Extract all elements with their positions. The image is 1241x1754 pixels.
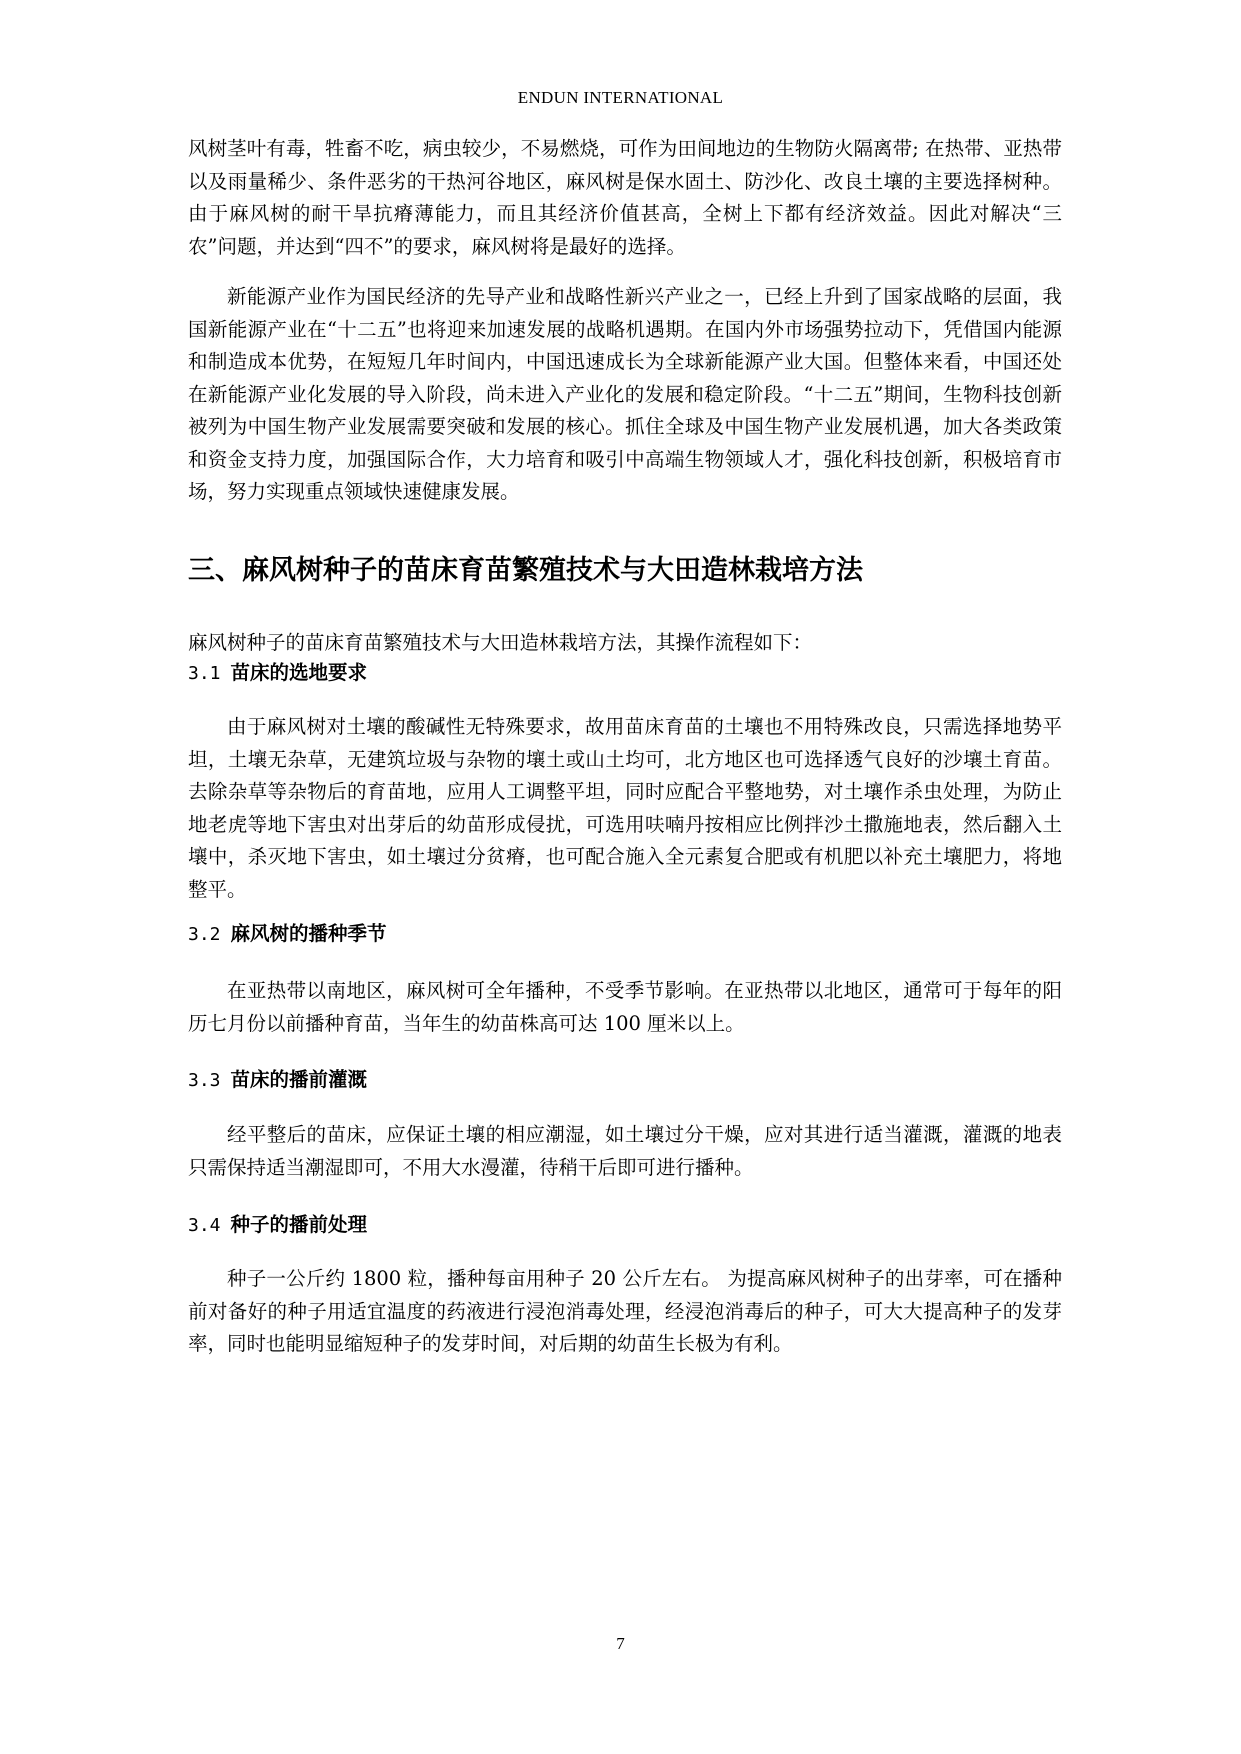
body-paragraph: 由于麻风树对土壤的酸碱性无特殊要求，故用苗床育苗的土壤也不用特殊改良，只需选择地势平坦，土壤无杂草，无建筑垃圾与杂物的壤土或山土均可，北方地区也可选择透气良好的沙壤土育苗。去除杂草等杂物后的育苗地，应用人工调整平坦，同时应配合平整地势，对土壤作杀虫处理，为防止地老虎等地下害虫对出芽后的幼苗形成侵扰，可选用呋喃丹按相应比例拌沙土撒施地表，然后翻入土壤中，杀灭地下害虫，如土壤过分贫瘠，也可配合施入全元素复合肥或有机肥以补充土壤肥力，将地整平。 bbox=[188, 715, 1062, 901]
body-paragraph: 在亚热带以南地区，麻风树可全年播种，不受季节影响。在亚热带以北地区，通常可于每年的阳历七月份以前播种育苗，当年生的幼苗株高可达 100 厘米以上。 bbox=[188, 979, 1062, 1035]
subsection-heading-3-2 bbox=[188, 920, 387, 949]
paragraph-new-energy bbox=[188, 281, 1062, 509]
paragraph-continued bbox=[188, 133, 1062, 263]
subsection-title: 苗床的选地要求 bbox=[230, 661, 368, 684]
intro-paragraph: 麻风树种子的苗床育苗繁殖技术与大田造林栽培方法，其操作流程如下： bbox=[188, 631, 813, 654]
subsection-body-3-2 bbox=[188, 975, 1062, 1040]
body-paragraph: 风树茎叶有毒，牲畜不吃，病虫较少，不易燃烧，可作为田间地边的生物防火隔离带; 在热带、亚热带以及雨量稀少、条件恶劣的干热河谷地区，麻风树是保水固土、防沙化、改良土壤的主要选择树种。由于麻风树的耐干旱抗瘠薄能力，而且其经济价值甚高，全树上下都有经济效益。因此对解决“三农”问题，并达到“四不”的要求，麻风树将是最好的选择。 bbox=[188, 137, 1062, 258]
subsection-number: 3.4 bbox=[188, 1215, 221, 1236]
body-paragraph: 新能源产业作为国民经济的先导产业和战略性新兴产业之一，已经上升到了国家战略的层面，我国新能源产业在“十二五”也将迎来加速发展的战略机遇期。在国内外市场强势拉动下，凭借国内能源和制造成本优势，在短短几年时间内，中国迅速成长为全球新能源产业大国。但整体来看，中国还处在新能源产业化发展的导入阶段，尚未进入产业化的发展和稳定阶段。“十二五”期间，生物科技创新被列为中国生物产业发展需要突破和发展的核心。抓住全球及中国生物产业发展机遇，加大各类政策和资金支持力度，加强国际合作，大力培育和吸引中高端生物领域人才，强化科技创新，积极培育市场，努力实现重点领域快速健康发展。 bbox=[188, 285, 1062, 503]
subsection-title: 麻风树的播种季节 bbox=[230, 922, 387, 945]
subsection-number: 3.1 bbox=[188, 663, 221, 684]
section-intro bbox=[188, 627, 1062, 660]
section-heading: 三、麻风树种子的苗床育苗繁殖技术与大田造林栽培方法 bbox=[188, 555, 863, 586]
page-number: 7 bbox=[616, 1634, 625, 1653]
subsection-number: 3.2 bbox=[188, 924, 221, 945]
body-paragraph: 经平整后的苗床，应保证土壤的相应潮湿，如土壤过分干燥，应对其进行适当灌溉，灌溉的地表只需保持适当潮湿即可，不用大水漫灌，待稍干后即可进行播种。 bbox=[188, 1123, 1062, 1179]
subsection-heading-3-3 bbox=[188, 1066, 367, 1095]
subsection-title: 苗床的播前灌溉 bbox=[230, 1068, 368, 1091]
running-header: ENDUN INTERNATIONAL bbox=[517, 88, 724, 107]
subsection-body-3-1 bbox=[188, 711, 1062, 906]
subsection-body-3-4 bbox=[188, 1263, 1062, 1361]
subsection-number: 3.3 bbox=[188, 1070, 221, 1091]
subsection-heading-3-1 bbox=[188, 659, 367, 688]
subsection-body-3-3 bbox=[188, 1119, 1062, 1184]
subsection-title: 种子的播前处理 bbox=[230, 1213, 368, 1236]
subsection-heading-3-4 bbox=[188, 1211, 367, 1240]
body-paragraph: 种子一公斤约 1800 粒，播种每亩用种子 20 公斤左右。 为提高麻风树种子的出芽率，可在播种前对备好的种子用适宜温度的药液进行浸泡消毒处理，经浸泡消毒后的种子，可大大提高种子的发芽率，同时也能明显缩短种子的发芽时间，对后期的幼苗生长极为有利。 bbox=[188, 1267, 1062, 1355]
